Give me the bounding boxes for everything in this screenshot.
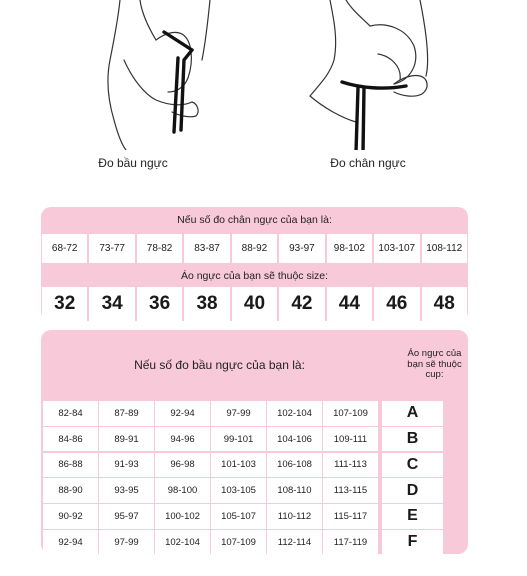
bust-cell: 109-111 (323, 427, 378, 452)
bust-cell: 89-91 (99, 427, 154, 452)
underbust-cell: 73-77 (89, 234, 134, 263)
size-row (41, 287, 468, 321)
underbust-cell: 88-92 (232, 234, 277, 263)
bust-cell: 102-104 (155, 530, 210, 554)
bust-header: Nếu số đo bầu ngực của bạn là: (134, 358, 305, 372)
size-cell: 48 (422, 287, 467, 321)
bust-cell: 102-104 (267, 401, 322, 426)
bust-cell: 103-105 (211, 478, 266, 503)
underbust-cell: 93-97 (279, 234, 324, 263)
cup-table-row (43, 530, 468, 554)
size-cell: 46 (374, 287, 419, 321)
bust-cell: 87-89 (99, 401, 154, 426)
underbust-cell: 98-102 (327, 234, 372, 263)
underbust-measure-illustration (290, 0, 450, 150)
underbust-cell: 78-82 (137, 234, 182, 263)
bust-cell: 105-107 (211, 504, 266, 529)
band-size-table (41, 207, 468, 321)
underbust-cell: 103-107 (374, 234, 419, 263)
bust-cell: 88-90 (43, 478, 98, 503)
bust-cell: 107-109 (323, 401, 378, 426)
bust-cell: 98-100 (155, 478, 210, 503)
bust-cell: 113-115 (323, 478, 378, 503)
underbust-cell: 68-72 (42, 234, 87, 263)
cup-table-row (43, 427, 468, 452)
bust-cell: 94-96 (155, 427, 210, 452)
underbust-cell: 83-87 (184, 234, 229, 263)
size-cell: 44 (327, 287, 372, 321)
cup-cell: E (382, 504, 443, 529)
bust-cell: 93-95 (99, 478, 154, 503)
size-header: Áo ngực của bạn sẽ thuộc size: (180, 270, 329, 282)
cup-grid (43, 401, 468, 554)
size-cell: 34 (89, 287, 134, 321)
bust-cell: 86-88 (43, 453, 98, 478)
cup-header: Áo ngực của bạn sẽ thuộc cup: (407, 347, 462, 381)
bust-cell: 95-97 (99, 504, 154, 529)
bust-cell: 108-110 (267, 478, 322, 503)
bust-cell: 107-109 (211, 530, 266, 554)
bust-cell: 99-101 (211, 427, 266, 452)
bust-cell: 96-98 (155, 453, 210, 478)
cup-cell: B (382, 427, 443, 452)
bust-cell: 92-94 (43, 530, 98, 554)
size-cell: 38 (184, 287, 229, 321)
bust-cell: 112-114 (267, 530, 322, 554)
size-cell: 36 (137, 287, 182, 321)
bust-cell: 82-84 (43, 401, 98, 426)
caption-bust: Đo bầu ngực (98, 156, 168, 170)
bust-cell: 115-117 (323, 504, 378, 529)
cup-cell: D (382, 478, 443, 503)
cup-table-row (43, 478, 468, 503)
bust-cell: 90-92 (43, 504, 98, 529)
bust-cell: 84-86 (43, 427, 98, 452)
bust-cell: 91-93 (99, 453, 154, 478)
bust-cell: 110-112 (267, 504, 322, 529)
underbust-cell: 108-112 (422, 234, 467, 263)
size-cell: 32 (42, 287, 87, 321)
bust-cell: 104-106 (267, 427, 322, 452)
cup-cell: F (382, 530, 443, 554)
bust-cell: 97-99 (99, 530, 154, 554)
underbust-row (41, 234, 468, 263)
bust-cell: 92-94 (155, 401, 210, 426)
bust-measure-illustration (80, 0, 240, 150)
cup-cell: A (382, 401, 443, 426)
bust-cell: 106-108 (267, 453, 322, 478)
bust-cell: 111-113 (323, 453, 378, 478)
cup-table-row (43, 453, 468, 478)
bust-cell: 117-119 (323, 530, 378, 554)
size-cell: 42 (279, 287, 324, 321)
underbust-header: Nếu số đo chân ngực của bạn là: (177, 214, 332, 226)
bust-cell: 101-103 (211, 453, 266, 478)
cup-table-row (43, 401, 468, 426)
cup-cell: C (382, 453, 443, 478)
cup-table-row (43, 504, 468, 529)
size-cell: 40 (232, 287, 277, 321)
bust-cell: 97-99 (211, 401, 266, 426)
bust-cell: 100-102 (155, 504, 210, 529)
caption-underbust: Đo chân ngực (330, 156, 406, 170)
cup-size-table (41, 330, 468, 554)
